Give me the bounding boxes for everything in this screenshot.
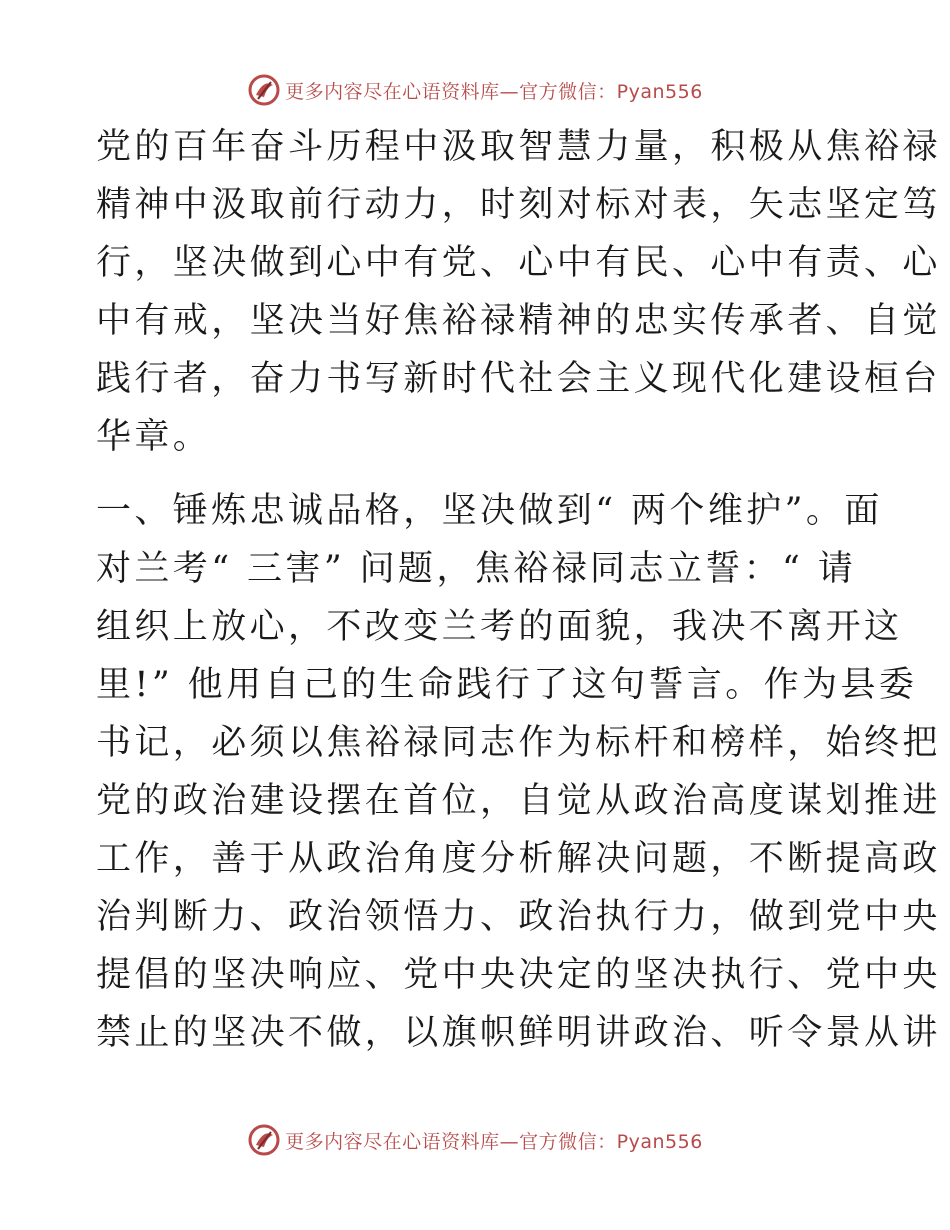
watermark-text: 更多内容尽在心语资料库—官方微信：Pyan556 xyxy=(285,80,703,103)
header-watermark xyxy=(0,70,950,110)
text-line: 治判断力、政治领悟力、政治执行力，做到党中央 xyxy=(96,897,941,937)
text-line: 对兰考“ 三害” 问题，焦裕禄同志立誓：“ 请 xyxy=(96,549,857,589)
paragraph xyxy=(96,482,941,1062)
text-line: 党的百年奋斗历程中汲取智慧力量，积极从焦裕禄 xyxy=(96,127,941,167)
text-line: 精神中汲取前行动力，时刻对标对表，矢志坚定笃 xyxy=(96,185,941,225)
paragraph xyxy=(96,118,941,466)
text-line: 行，坚决做到心中有党、心中有民、心中有责、心 xyxy=(96,243,941,283)
text-line: 一、锤炼忠诚品格，坚决做到“ 两个维护”。面 xyxy=(96,491,883,531)
text-line: 践行者，奋力书写新时代社会主义现代化建设桓台 xyxy=(96,359,941,399)
text-line: 党的政治建设摆在首位，自觉从政治高度谋划推进 xyxy=(96,781,941,821)
text-line: 工作，善于从政治角度分析解决问题，不断提高政 xyxy=(96,839,941,879)
text-line: 禁止的坚决不做，以旗帜鲜明讲政治、听令景从讲 xyxy=(96,1013,941,1053)
text-line: 中有戒，坚决当好焦裕禄精神的忠实传承者、自觉 xyxy=(96,301,941,341)
footer-watermark xyxy=(0,1120,950,1160)
text-line: 华章。 xyxy=(96,417,212,457)
watermark-text: 更多内容尽在心语资料库—官方微信：Pyan556 xyxy=(285,1130,703,1153)
text-line: 里!” 他用自己的生命践行了这句誓言。作为县委 xyxy=(96,665,918,705)
text-line: 组织上放心，不改变兰考的面貌，我决不离开这 xyxy=(96,607,903,647)
logo-icon xyxy=(247,1123,281,1157)
document-body xyxy=(96,118,941,1062)
text-line: 书记，必须以焦裕禄同志作为标杆和榜样，始终把 xyxy=(96,723,941,763)
logo-icon xyxy=(247,73,281,107)
text-line: 提倡的坚决响应、党中央决定的坚决执行、党中央 xyxy=(96,955,941,995)
